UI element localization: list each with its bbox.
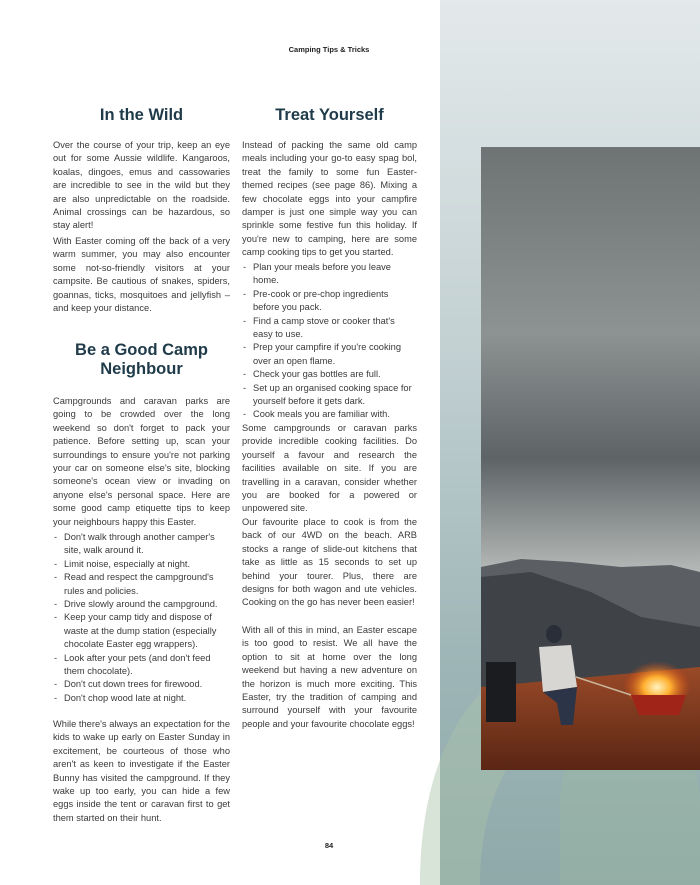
paragraph: Our favourite place to cook is from the back of our 4WD on the beach. ARB stocks a range of slide-out kitchens that take as little as 15 seconds to set up behind your tourer. Plus, there are designs for both wagon and ute vehicles. Cooking on the go has never been easier! xyxy=(242,517,417,608)
list-item: - Pre-cook or pre-chop ingredients before you pack. xyxy=(242,288,417,315)
closing-para xyxy=(242,624,417,731)
list-item: - Keep your camp tidy and dispose of waste at the dump station (especially chocolate Easter egg wrappers). xyxy=(53,611,230,651)
favourite-place-para xyxy=(242,516,417,610)
paragraph: Campgrounds and caravan parks are going to be crowded over the long weekend so don't forget to pack your patience. Before setting up, scan your surroundings to ensure you're not parking your car on someone else's site, blocking someone's ocean view or invading on anyone else's personal space. Here are some good camp etiquette tips to keep your neighbours happy this Easter. xyxy=(53,396,230,527)
list-item: - Drive slowly around the campground. xyxy=(53,598,230,611)
neighbour-para xyxy=(53,395,230,529)
list-item: - Don't cut down trees for firewood. xyxy=(53,678,230,691)
heading-good-camp-neighbour: Be a Good Camp Neighbour xyxy=(75,341,208,378)
list-item: - Limit noise, especially at night. xyxy=(53,558,230,571)
paragraph: Over the course of your trip, keep an eye out for some Aussie wildlife. Kangaroos, koalas, dingoes, emus and cassowaries are incredible to see in the wild but they are also unpredictable on the roadside. Animal crossings can be hazardous, so stay alert! xyxy=(53,140,230,231)
list-item: - Plan your meals before you leave home. xyxy=(242,261,417,288)
paragraph: With all of this in mind, an Easter escape is too good to resist. We all have the option to sit at home over the long weekend but having a new adventure on the horizon is much more exciting. This Easter, try the tradition of camping and surround yourself with your favourite people and your favourite chocolate eggs! xyxy=(242,625,417,729)
paragraph: With Easter coming off the back of a very warm summer, you may also encounter some not-so-friendly visitors at your campsite. Be cautious of snakes, spiders, goannas, ticks, mosquitoes and jellyfish – and keep your distance. xyxy=(53,236,230,314)
running-head: Camping Tips & Tricks xyxy=(288,45,370,54)
list-item: - Cook meals you are familiar with. xyxy=(242,408,417,421)
list-item: - Look after your pets (and don't feed them chocolate). xyxy=(53,652,230,679)
list-item: - Don't chop wood late at night. xyxy=(53,692,230,705)
in-the-wild-para-2 xyxy=(53,235,230,315)
list-item: - Prep your campfire if you're cooking over an open flame. xyxy=(242,341,417,368)
heading-in-the-wild: In the Wild xyxy=(99,106,184,124)
list-item: - Set up an organised cooking space for yourself before it gets dark. xyxy=(242,382,417,409)
list-item: - Check your gas bottles are full. xyxy=(242,368,417,381)
in-the-wild-para-1 xyxy=(53,139,230,233)
page-number: 84 xyxy=(324,841,334,850)
easter-bunny-para xyxy=(53,718,230,825)
campfire-photo xyxy=(481,147,700,770)
list-item: - Read and respect the campground's rules and policies. xyxy=(53,571,230,598)
treat-yourself-para xyxy=(242,139,417,260)
cooking-tips-list xyxy=(242,261,417,422)
paragraph: Instead of packing the same old camp meals including your go-to easy spag bol, treat the family to some fun Easter-themed recipes (see page 86). Mixing a few chocolate eggs into your campfire damper is just one simple way you can sprinkle some festive fun this holiday. If you're new to camping, here are some camp cooking tips to get you started. xyxy=(242,140,417,258)
facilities-para xyxy=(242,422,417,516)
paragraph: While there's always an expectation for the kids to wake up early on Easter Sunday in excitement, be courteous of those who aren't as keen to investigate if the Easter Bunny has visited the campground. If they wake up too early, you can hide a few eggs inside the tent or caravan first to get them started on their hunt. xyxy=(53,719,230,823)
list-item: - Don't walk through another camper's site, walk around it. xyxy=(53,531,230,558)
etiquette-list xyxy=(53,531,230,705)
heading-treat-yourself: Treat Yourself xyxy=(275,106,384,124)
paragraph: Some campgrounds or caravan parks provide incredible cooking facilities. Do yourself a favour and research the facilities available on site. If you are travelling in a caravan, consider whether you are booked for a powered or unpowered site. xyxy=(242,423,417,514)
list-item: - Find a camp stove or cooker that's easy to use. xyxy=(242,315,417,342)
